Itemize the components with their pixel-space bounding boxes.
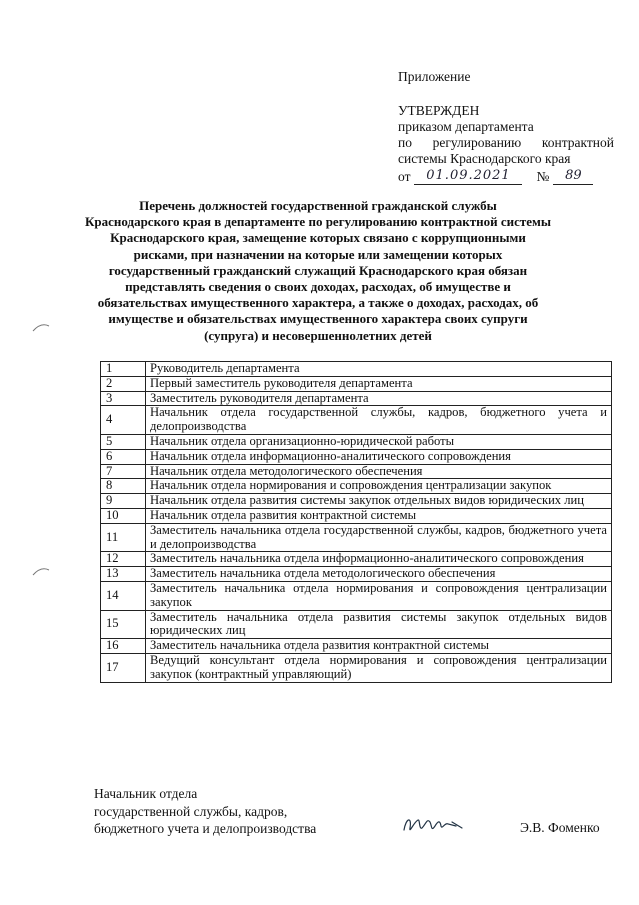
approval-block bbox=[398, 103, 614, 187]
table-row bbox=[101, 552, 612, 567]
table-row bbox=[101, 449, 612, 464]
position-title: Начальник отдела информационно-аналитического сопровождения bbox=[146, 449, 612, 464]
row-number: 8 bbox=[101, 479, 146, 494]
title-line: Перечень должностей государственной гражданской службы bbox=[139, 198, 497, 213]
title-line: имуществе и обязательствах имущественного характера своих супруги bbox=[108, 311, 528, 327]
position-title: Начальник отдела методологического обеспечения bbox=[146, 464, 612, 479]
table-row bbox=[101, 479, 612, 494]
position-title: Заместитель начальника отдела развития контрактной системы bbox=[146, 639, 612, 654]
handwritten-signature-icon bbox=[400, 808, 470, 838]
punch-mark-icon bbox=[32, 322, 50, 332]
date-prefix: от bbox=[398, 169, 411, 184]
positions-table bbox=[100, 361, 612, 683]
order-date-number bbox=[398, 169, 614, 187]
title-line: Краснодарского края в департаменте по регулированию контрактной системы bbox=[84, 214, 552, 230]
row-number: 10 bbox=[101, 508, 146, 523]
row-number: 15 bbox=[101, 610, 146, 639]
row-number: 9 bbox=[101, 494, 146, 509]
row-number: 1 bbox=[101, 362, 146, 377]
title-line: (супруга) и несовершеннолетних детей bbox=[204, 327, 432, 343]
position-title: Заместитель начальника отдела нормирования и сопровождения централизации закупок bbox=[146, 581, 612, 610]
position-title: Ведущий консультант отдела нормирования и сопровождения централизации закупок (контрактный управляющий) bbox=[146, 653, 612, 682]
table-row bbox=[101, 653, 612, 682]
position-title: Заместитель начальника отдела государственной службы, кадров, бюджетного учета и делопроизводства bbox=[146, 523, 612, 552]
row-number: 16 bbox=[101, 639, 146, 654]
signatory-position-line: бюджетного учета и делопроизводства bbox=[94, 821, 317, 836]
table-row bbox=[101, 523, 612, 552]
appendix-label: Приложение bbox=[398, 69, 471, 84]
approved-line-2: по регулированию контрактной bbox=[398, 135, 614, 150]
position-title: Начальник отдела организационно-юридической работы bbox=[146, 434, 612, 449]
row-number: 5 bbox=[101, 434, 146, 449]
punch-mark-icon bbox=[32, 566, 50, 576]
title-line: рисками, при назначении на которые или замещении которых bbox=[133, 246, 503, 262]
row-number: 4 bbox=[101, 406, 146, 435]
position-title: Заместитель начальника отдела развития системы закупок отдельных видов юридических лиц bbox=[146, 610, 612, 639]
table-row bbox=[101, 581, 612, 610]
title-line: обязательствах имущественного характера, а также о доходах, расходах, об bbox=[97, 295, 539, 311]
approved-line-1: приказом департамента bbox=[398, 119, 534, 134]
title-line: государственный гражданский служащий Краснодарского края обязан bbox=[108, 262, 528, 278]
table-row bbox=[101, 494, 612, 509]
position-title: Начальник отдела государственной службы, кадров, бюджетного учета и делопроизводства bbox=[146, 406, 612, 435]
signatory-position-line: государственной службы, кадров, bbox=[94, 803, 288, 819]
signatory-position bbox=[94, 785, 316, 838]
row-number: 12 bbox=[101, 552, 146, 567]
position-title: Первый заместитель руководителя департамента bbox=[146, 376, 612, 391]
position-title: Заместитель начальника отдела информационно-аналитического сопровождения bbox=[146, 552, 612, 567]
table-row bbox=[101, 639, 612, 654]
table-row bbox=[101, 610, 612, 639]
row-number: 6 bbox=[101, 449, 146, 464]
signatory-position-line: Начальник отдела bbox=[94, 786, 198, 801]
row-number: 17 bbox=[101, 653, 146, 682]
position-title: Заместитель начальника отдела методологического обеспечения bbox=[146, 567, 612, 582]
position-title: Начальник отдела нормирования и сопровождения централизации закупок bbox=[146, 479, 612, 494]
table-row bbox=[101, 376, 612, 391]
table-row bbox=[101, 406, 612, 435]
table-row bbox=[101, 567, 612, 582]
table-row bbox=[101, 464, 612, 479]
signatory-name: Э.В. Фоменко bbox=[520, 820, 600, 835]
approved-heading: УТВЕРЖДЕН bbox=[398, 103, 480, 118]
position-title: Руководитель департамента bbox=[146, 362, 612, 377]
number-prefix: № bbox=[536, 169, 550, 184]
row-number: 2 bbox=[101, 376, 146, 391]
position-title: Начальник отдела развития контрактной системы bbox=[146, 508, 612, 523]
approved-line-3: системы Краснодарского края bbox=[398, 151, 571, 166]
row-number: 13 bbox=[101, 567, 146, 582]
table-row bbox=[101, 434, 612, 449]
row-number: 14 bbox=[101, 581, 146, 610]
document-title bbox=[80, 198, 556, 344]
table-row bbox=[101, 362, 612, 377]
table-row bbox=[101, 391, 612, 406]
row-number: 11 bbox=[101, 523, 146, 552]
title-line: Краснодарского края, замещение которых связано с коррупционными bbox=[110, 230, 526, 246]
order-number: 89 bbox=[553, 168, 593, 185]
position-title: Начальник отдела развития системы закупок отдельных видов юридических лиц bbox=[146, 494, 612, 509]
order-date: 01.09.2021 bbox=[414, 168, 522, 185]
title-line: представлять сведения о своих доходах, расходах, об имуществе и bbox=[125, 279, 511, 295]
row-number: 7 bbox=[101, 464, 146, 479]
position-title: Заместитель руководителя департамента bbox=[146, 391, 612, 406]
row-number: 3 bbox=[101, 391, 146, 406]
table-row bbox=[101, 508, 612, 523]
